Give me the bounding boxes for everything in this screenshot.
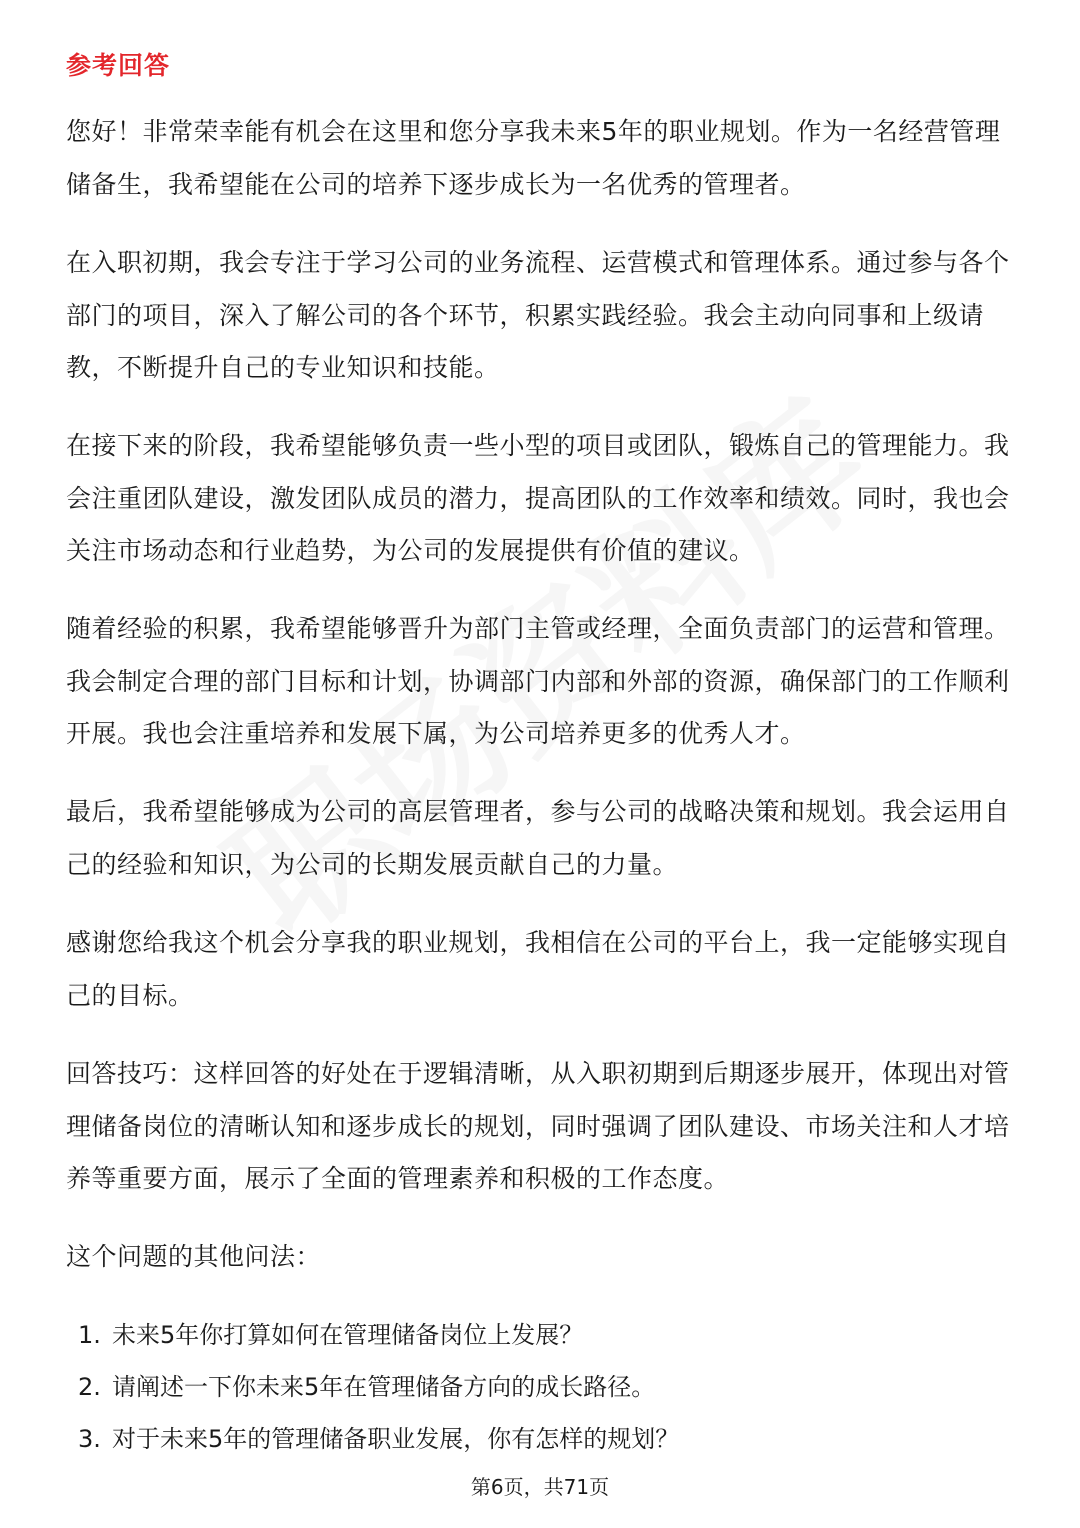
alternative-questions-list — [66, 1316, 1016, 1472]
list-item — [66, 1368, 1016, 1420]
list-item-text: 未来5年你打算如何在管理储备岗位上发展？ — [112, 1321, 584, 1349]
paragraph-stage-3: 随着经验的积累，我希望能够晋升为部门主管或经理，全面负责部门的运营和管理。我会制定合理的部门目标和计划，协调部门内部和外部的资源，确保部门的工作顺利开展。我也会注重培养和发展下属，为公司培养更多的优秀人才。 — [66, 614, 1010, 748]
paragraph-stage-4: 最后，我希望能够成为公司的高层管理者，参与公司的战略决策和规划。我会运用自己的经验和知识，为公司的长期发展贡献自己的力量。 — [66, 797, 1010, 879]
list-item-text: 请阐述一下你未来5年在管理储备方向的成长路径。 — [112, 1373, 656, 1401]
list-item-number: 2. — [78, 1373, 101, 1401]
list-item-text: 对于未来5年的管理储备职业发展，你有怎样的规划？ — [112, 1425, 680, 1453]
list-item-number: 3. — [78, 1425, 101, 1453]
section-heading: 参考回答 — [66, 51, 171, 80]
page-number-footer: 第6页，共71页 — [470, 1475, 610, 1499]
paragraph-stage-2: 在接下来的阶段，我希望能够负责一些小型的项目或团队，锻炼自己的管理能力。我会注重团队建设，激发团队成员的潜力，提高团队的工作效率和绩效。同时，我也会关注市场动态和行业趋势，为公司的发展提供有价值的建议。 — [66, 431, 1010, 565]
paragraph-intro: 您好！非常荣幸能有机会在这里和您分享我未来5年的职业规划。作为一名经营管理储备生，我希望能在公司的培养下逐步成长为一名优秀的管理者。 — [66, 117, 1001, 199]
paragraph-tips: 回答技巧：这样回答的好处在于逻辑清晰，从入职初期到后期逐步展开，体现出对管理储备岗位的清晰认知和逐步成长的规划，同时强调了团队建设、市场关注和人才培养等重要方面，展示了全面的管理素养和积极的工作态度。 — [66, 1059, 1010, 1193]
list-item — [66, 1316, 1016, 1368]
paragraph-stage-1: 在入职初期，我会专注于学习公司的业务流程、运营模式和管理体系。通过参与各个部门的项目，深入了解公司的各个环节，积累实践经验。我会主动向同事和上级请教，不断提升自己的专业知识和技能。 — [66, 248, 1010, 382]
list-item — [66, 1420, 1016, 1472]
list-item-number: 1. — [78, 1321, 101, 1349]
paragraph-thanks: 感谢您给我这个机会分享我的职业规划，我相信在公司的平台上，我一定能够实现自己的目标。 — [66, 928, 1010, 1010]
paragraph-other-questions: 这个问题的其他问法： — [66, 1242, 322, 1271]
